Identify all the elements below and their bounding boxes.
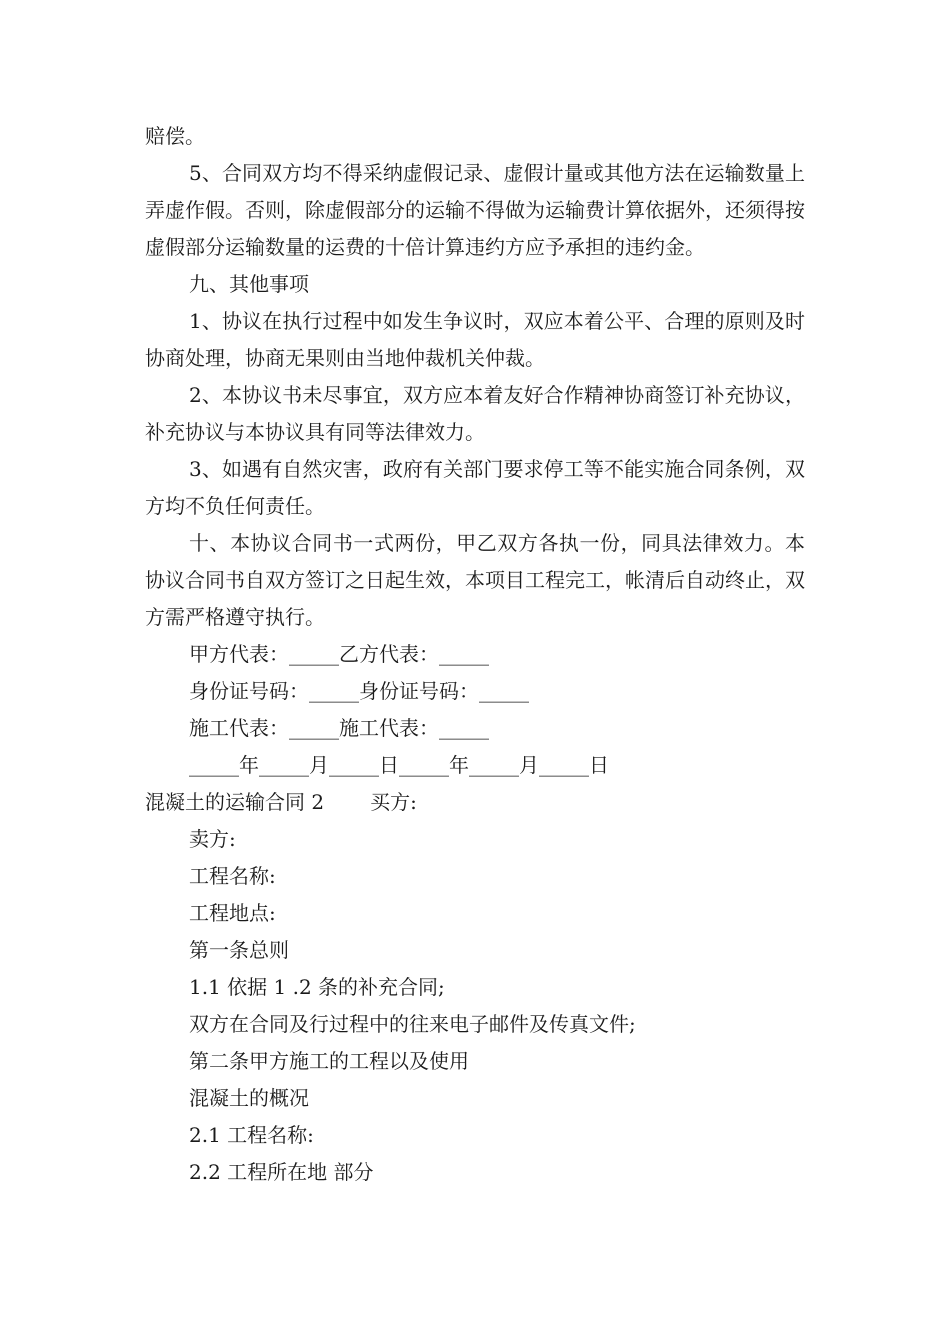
signature-representatives: 甲方代表：_____乙方代表：_____: [189, 642, 489, 666]
buyer-label: 买方:: [370, 790, 417, 814]
clause-2-1: 2.1 工程名称:: [189, 1123, 314, 1147]
seller-label: 卖方:: [189, 827, 236, 851]
paragraph-other-3: 3、如遇有自然灾害，政府有关部门要求停工等不能实施合同条例，双方均不负任何责任。: [145, 457, 805, 518]
project-name-label: 工程名称:: [189, 864, 276, 888]
clause-correspondence: 双方在合同及行过程中的往来电子邮件及传真文件;: [189, 1012, 636, 1036]
paragraph-other-2: 2、本协议书未尽事宜，双方应本着友好合作精神协商签订补充协议，补充协议与本协议具有同等法律效力。: [145, 383, 805, 444]
paragraph-compensation-end: 赔偿。: [145, 124, 205, 148]
project-location-label: 工程地点:: [189, 901, 276, 925]
signature-id-numbers: 身份证号码：_____身份证号码：_____: [189, 679, 529, 703]
paragraph-other-1: 1、协议在执行过程中如发生争议时，双应本着公平、合理的原则及时协商处理，协商无果则由当地仲裁机关仲裁。: [145, 309, 805, 370]
signature-construction-reps: 施工代表：_____施工代表：_____: [189, 716, 489, 740]
signature-dates: _____年_____月_____日_____年_____月_____日: [189, 753, 609, 777]
article-1-heading: 第一条总则: [189, 938, 289, 962]
clause-1-1: 1.1 依据 1 .2 条的补充合同;: [189, 975, 445, 999]
contract-2-title-line: [145, 784, 805, 821]
article-2-heading: 第二条甲方施工的工程以及使用: [189, 1049, 469, 1073]
document-body: [145, 118, 805, 1191]
paragraph-clause-5: 5、合同双方均不得采纳虚假记录、虚假计量或其他方法在运输数量上弄虚作假。否则，除虚假部分的运输不得做为运输费计算依据外，还须得按虚假部分运输数量的运费的十倍计算违约方应予承担的违约金。: [145, 161, 805, 259]
article-2-heading-cont: 混凝土的概况: [189, 1086, 309, 1110]
section-heading-other-matters: 九、其他事项: [189, 272, 309, 296]
paragraph-section-10: 十、本协议合同书一式两份，甲乙双方各执一份，同具法律效力。本协议合同书自双方签订之日起生效，本项目工程完工，帐清后自动终止，双方需严格遵守执行。: [145, 531, 805, 629]
contract-2-title: 混凝土的运输合同 2: [145, 790, 325, 814]
clause-2-2: 2.2 工程所在地 部分: [189, 1160, 374, 1184]
